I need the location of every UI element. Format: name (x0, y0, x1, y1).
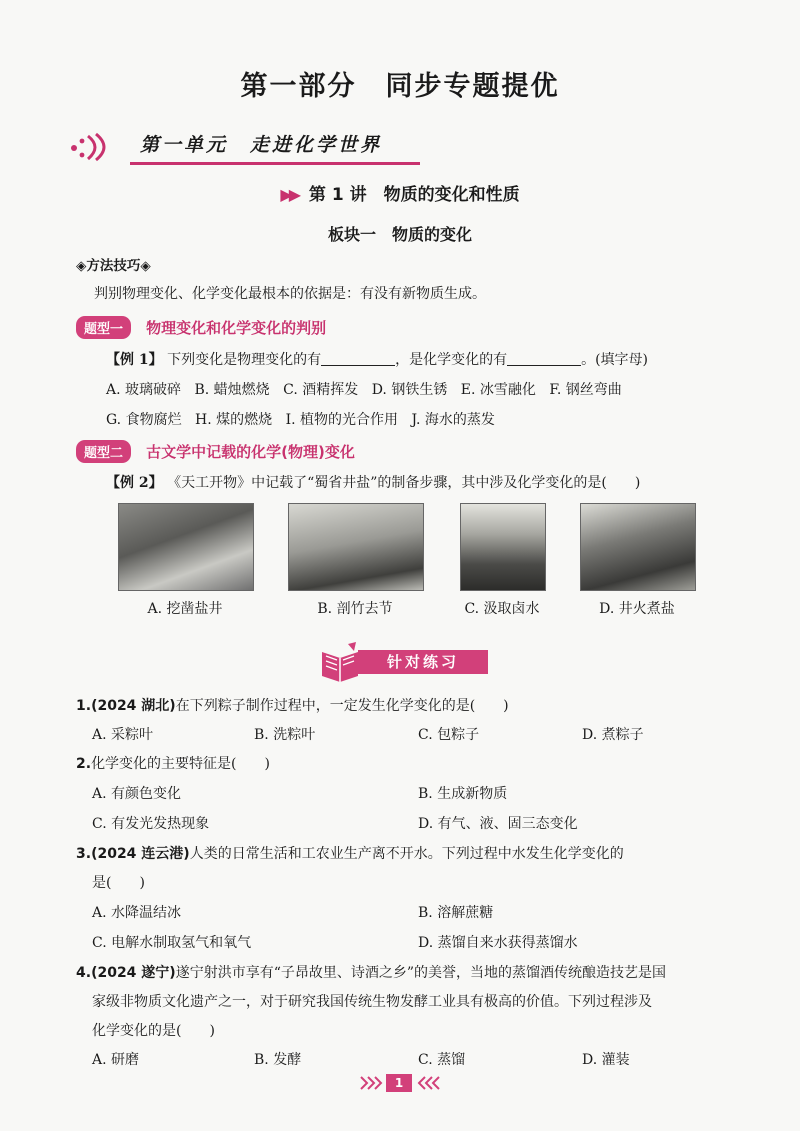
page-number-badge (360, 1072, 440, 1094)
option: B. 蜡烛燃烧 (194, 382, 270, 398)
option: D. 蒸馏自来水获得蒸馏水 (418, 935, 578, 951)
option: B. 洗粽叶 (254, 727, 316, 743)
practice-banner (310, 642, 500, 682)
unit-title: 第一单元 走进化学世界 (140, 134, 383, 156)
option: D. 钢铁生锈 (371, 382, 448, 398)
unit-underline (130, 162, 420, 165)
option: A. 采粽叶 (92, 727, 154, 743)
question-source: (2024 连云港) (91, 846, 190, 862)
part-title: 第一部分 同步专题提优 (240, 71, 560, 102)
chevrons-left-icon (416, 1076, 440, 1090)
question-number: 1. (76, 698, 92, 714)
method-label: ◈方法技巧◈ (76, 258, 151, 274)
question-3 (76, 843, 624, 863)
question-number: 4. (76, 965, 92, 981)
options-row (106, 379, 631, 399)
options-row (106, 409, 504, 429)
option: A. 研磨 (92, 1052, 140, 1068)
topic-title: 古文学中记载的化学(物理)变化 (146, 443, 355, 461)
illustration-digging-well (118, 503, 254, 591)
topic-heading-2 (76, 440, 355, 463)
question-4 (76, 962, 666, 982)
illustration-cutting-bamboo (288, 503, 424, 591)
topic-tag: 题型二 (76, 440, 131, 463)
block-title: 板块一 物质的变化 (327, 225, 472, 244)
option: C. 电解水制取氢气和氧气 (92, 935, 252, 951)
option: C. 蒸馏 (418, 1052, 466, 1068)
book-icon (318, 642, 362, 682)
option: B. 发酵 (254, 1052, 302, 1068)
topic-tag: 题型一 (76, 316, 131, 339)
question-text-cont: 化学变化的是( ) (92, 1023, 215, 1039)
option: A. 水降温结冰 (92, 905, 182, 921)
question-number: 2. (76, 756, 92, 772)
question-text: 遂宁射洪市享有“子昂故里、诗酒之乡”的美誉，当地的蒸馏酒传统酿造技艺是国 (175, 965, 667, 981)
example-2: 【例 2】 《天工开物》中记载了“蜀省井盐”的制备步骤，其中涉及化学变化的是( ) (106, 475, 641, 491)
illustration-drawing-brine (460, 503, 546, 591)
decorative-swirl-icon (68, 132, 114, 162)
option: D. 灌装 (582, 1052, 630, 1068)
question-text: 人类的日常生活和工农业生产离不开水。下列过程中水发生化学变化的 (189, 846, 624, 862)
option: D. 有气、液、固三态变化 (418, 816, 578, 832)
option: F. 钢丝弯曲 (549, 382, 622, 398)
example-1: 【例 1】 下列变化是物理变化的有 ，是化学变化的有 。(填字母) (106, 352, 649, 368)
question-text-cont: 家级非物质文化遗产之一，对于研究我国传统生物发酵工业具有极高的价值。下列过程涉及 (92, 994, 652, 1010)
example-label: 【例 2】 (106, 475, 163, 491)
method-text: 判别物理变化、化学变化最根本的依据是：有没有新物质生成。 (94, 286, 486, 302)
question-text-cont: 是( ) (92, 875, 145, 891)
option: B. 生成新物质 (418, 786, 508, 802)
practice-label: 针对练习 (358, 650, 488, 674)
lecture-heading (0, 180, 800, 205)
question-text: 化学变化的主要特征是( ) (91, 756, 270, 772)
topic-title: 物理变化和化学变化的判别 (146, 319, 327, 337)
option: E. 冰雪融化 (460, 382, 536, 398)
option: J. 海水的蒸发 (411, 412, 495, 428)
caption: B. 剖竹去节 (317, 601, 393, 617)
option: G. 食物腐烂 (106, 412, 182, 428)
option: I. 植物的光合作用 (285, 412, 399, 428)
option: D. 煮粽子 (582, 727, 644, 743)
answer-blank[interactable] (507, 351, 581, 366)
question-2 (76, 753, 270, 773)
question-1 (76, 695, 509, 715)
lecture-title: 第 1 讲 物质的变化和性质 (308, 185, 520, 205)
double-arrow-icon: ▶▶ (280, 185, 297, 204)
page-number: 1 (386, 1074, 412, 1092)
question-text: 在下列粽子制作过程中，一定发生化学变化的是( ) (175, 698, 509, 714)
option: H. 煤的燃烧 (195, 412, 273, 428)
option: C. 酒精挥发 (283, 382, 359, 398)
answer-blank[interactable] (321, 351, 395, 366)
topic-heading-1 (76, 316, 326, 339)
caption: D. 井火煮盐 (599, 601, 675, 617)
option: B. 溶解蔗糖 (418, 905, 494, 921)
question-source: (2024 湖北) (91, 698, 176, 714)
illustration-boiling-salt (580, 503, 696, 591)
option: C. 有发光发热现象 (92, 816, 210, 832)
caption: A. 挖凿盐井 (147, 601, 223, 617)
option: A. 玻璃破碎 (106, 382, 182, 398)
option: C. 包粽子 (418, 727, 480, 743)
chevrons-right-icon (360, 1076, 384, 1090)
option: A. 有颜色变化 (92, 786, 182, 802)
caption: C. 汲取卤水 (464, 601, 540, 617)
example-label: 【例 1】 (106, 352, 163, 368)
unit-header (68, 122, 428, 170)
question-number: 3. (76, 846, 92, 862)
question-source: (2024 遂宁) (91, 965, 176, 981)
